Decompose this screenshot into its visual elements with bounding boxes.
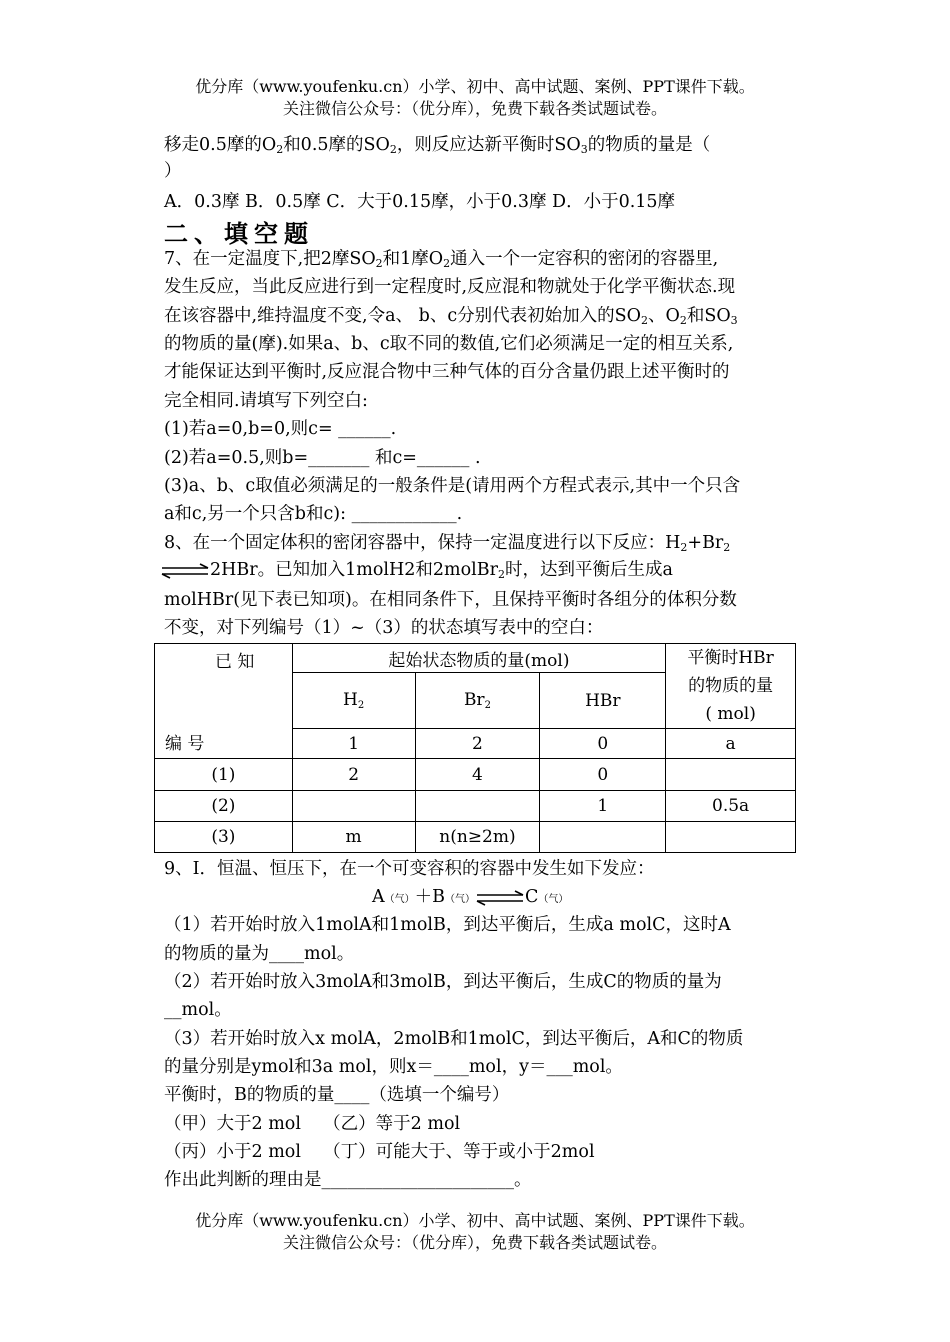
q8-line-1: 8、在一个固定体积的密闭容器中，保持一定温度进行以下反应：$H_2+Br_2$ xyxy=(164,533,731,554)
q7-line-4: 的物质的量(摩).如果a、b、c取不同的数值,它们必须满足一定的相互关系, xyxy=(164,334,734,354)
table-cell xyxy=(415,791,540,822)
table-cell: (2) xyxy=(155,791,293,822)
table-cell: 4 xyxy=(415,759,540,791)
q7-line-1: 7、在一定温度下,把2摩$SO_2$和1摩$O_2$通入一个一定容积的密闭的容器里, xyxy=(164,249,719,270)
q7-line-3: 在该容器中,维持温度不变,令a、 b、c分别代表初始加入的$SO_2$、$O_2$和$SO_3$ xyxy=(164,306,738,327)
table-cell xyxy=(666,822,796,853)
q6-close-paren: ） xyxy=(164,161,182,181)
table-cell: 2 xyxy=(292,759,415,791)
q7-part-2: (2)若a=0.5,则b=_______ 和c=______ . xyxy=(164,448,481,468)
table-cell: 0 xyxy=(540,759,666,791)
q9-part-4: 平衡时，B的物质的量____（选填一个编号） xyxy=(164,1085,510,1105)
number-label: 编 号 xyxy=(165,734,205,754)
table-cell: (1) xyxy=(155,759,293,791)
q9-reaction: A（气）＋B（气） C（气） xyxy=(372,887,569,907)
table-cell: 2 xyxy=(415,729,540,759)
section-title: 二、填空题 xyxy=(164,220,314,248)
q9-options-2: （丙）小于2 mol （丁）可能大于、等于或小于2mol xyxy=(164,1142,595,1162)
q7-part-3b: a和c,另一个只含b和c): ____________. xyxy=(164,504,463,524)
q9-part-1a: （1）若开始时放入1molA和1molB，到达平衡后，生成a molC，这时A xyxy=(164,915,731,935)
table-cell: a xyxy=(666,729,796,759)
q7-part-1: (1)若a=0,b=0,则c= ______. xyxy=(164,419,397,439)
table-cell: 0.5a xyxy=(666,791,796,822)
table-cell: 0 xyxy=(540,729,666,759)
equilibrium-arrow-icon xyxy=(475,890,525,906)
q9-part-2b: __mol。 xyxy=(164,1000,232,1020)
footer-line-2: 关注微信公众号：（优分库），免费下载各类试题试卷。 xyxy=(282,1233,667,1252)
equilibrium-arrow-icon xyxy=(160,563,210,579)
q7-part-3a: (3)a、b、c取值必须满足的一般条件是(请用两个方程式表示,其中一个只含 xyxy=(164,476,741,496)
br2-header: $Br_2$ xyxy=(415,673,540,729)
q9-part-1b: 的物质的量为____mol。 xyxy=(164,944,355,964)
q7-line-2: 发生反应，当此反应进行到一定程度时,反应混和物就处于化学平衡状态.现 xyxy=(164,277,736,297)
q9-part-2a: （2）若开始时放入3molA和3molB，到达平衡后，生成C的物质的量为 xyxy=(164,972,722,992)
table-cell xyxy=(540,822,666,853)
known-label: 已 知 xyxy=(215,652,255,672)
q9-part-3a: （3）若开始时放入x molA，2molB和1molC，到达平衡后，A和C的物质 xyxy=(164,1029,744,1049)
table-cell: (3) xyxy=(155,822,293,853)
q8-line-3: molHBr(见下表已知项)。在相同条件下，且保持平衡时各组分的体积分数 xyxy=(164,590,737,610)
table-cell xyxy=(666,759,796,791)
table-cell: 1 xyxy=(540,791,666,822)
q9-reason: 作出此判断的理由是______________________。 xyxy=(164,1170,532,1190)
header-line-2: 关注微信公众号：（优分库），免费下载各类试题试卷。 xyxy=(282,99,667,118)
table-cell: m xyxy=(292,822,415,853)
h2-header: $H_2$ xyxy=(292,673,415,729)
equilibrium-hbr-header: 平衡时HBr 的物质的量 ( mol) xyxy=(666,644,796,729)
start-state-header: 起始状态物质的量(mol) xyxy=(292,644,665,673)
q9-intro: 9、I．恒温、恒压下，在一个可变容积的容器中发生如下发应： xyxy=(164,859,655,879)
table-row xyxy=(155,791,796,822)
q7-line-5: 才能保证达到平衡时,反应混合物中三种气体的百分含量仍跟上述平衡时的 xyxy=(164,362,730,382)
table-row xyxy=(155,822,796,853)
table-cell: n(n≥2m) xyxy=(415,822,540,853)
header-line-1: 优分库（www.youfenku.cn）小学、初中、高中试题、案例、PPT课件下载。 xyxy=(195,77,755,96)
corner-header-cell xyxy=(155,644,293,759)
q9-part-3b: 的量分别是ymol和3a mol，则x＝____mol，y＝___mol。 xyxy=(164,1057,623,1077)
equilibrium-table xyxy=(154,643,796,853)
q8-line-4: 不变，对下列编号（1）~（3）的状态填写表中的空白： xyxy=(164,618,604,638)
q7-line-6: 完全相同.请填写下列空白: xyxy=(164,391,368,411)
q9-options-1: （甲）大于2 mol （乙）等于2 mol xyxy=(164,1114,461,1134)
hbr-header: HBr xyxy=(540,673,666,729)
q8-line-2: 2HBr。已知加入1molH2和2molBr$_2$时，达到平衡后生成a xyxy=(160,557,673,588)
q6-continuation: 移走0.5摩的$O_2$和0.5摩的$SO_2$，则反应达新平衡时$SO_3$的物质的量是（ xyxy=(164,135,711,156)
q6-options: A．0.3摩 B．0.5摩 C．大于0.15摩，小于0.3摩 D．小于0.15摩 xyxy=(164,192,676,212)
footer-line-1: 优分库（www.youfenku.cn）小学、初中、高中试题、案例、PPT课件下载。 xyxy=(195,1211,755,1230)
table-cell xyxy=(292,791,415,822)
table-cell: 1 xyxy=(292,729,415,759)
table-row xyxy=(155,759,796,791)
